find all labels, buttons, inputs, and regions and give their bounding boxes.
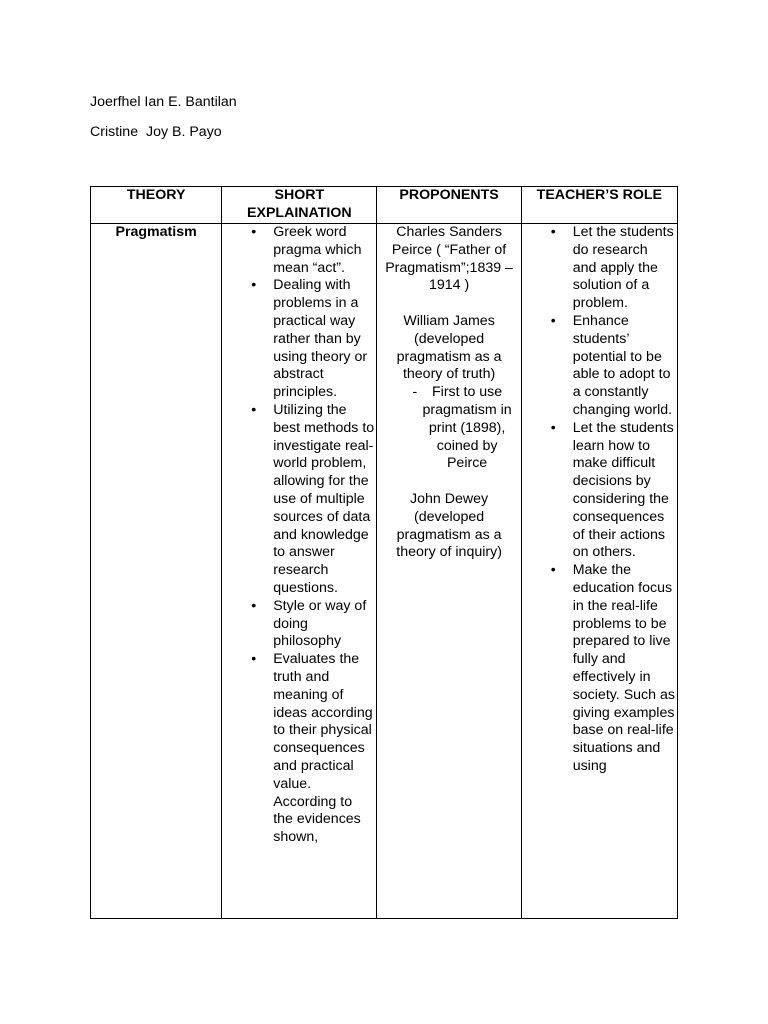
explanation-list <box>222 224 376 847</box>
list-item: • Make the education focus in the real-life problems to be prepared to live fully and effectively in society. Such as giving examples base on real-life situations and using <box>522 562 677 776</box>
proponent-peirce: Charles Sanders Peirce ( “Father of Pragmatism”;1839 – 1914 ) <box>385 224 513 294</box>
list-item: • Greek word pragma which mean “act”. <box>222 224 376 277</box>
list-item: • Evaluates the truth and meaning of ideas according to their physical consequences and practical value. According to the evidences shown, <box>222 651 376 847</box>
author-name: Joerfhel Ian E. Bantilan <box>90 94 237 110</box>
list-item: • Let the students do research and apply the solution of a problem. <box>522 224 677 313</box>
proponent-james-note <box>377 384 520 473</box>
dash-marker: - <box>412 384 418 401</box>
proponents-cell <box>377 224 521 919</box>
table-row <box>91 224 678 919</box>
list-item: • Enhance students’ potential to be able to adopt to a constantly changing world. <box>522 313 677 420</box>
teacher-role-list <box>522 224 677 776</box>
header-proponents: PROPONENTS <box>377 187 521 224</box>
proponent-dewey: John Dewey (developed pragmatism as a theory of inquiry) <box>396 490 502 561</box>
author-list <box>90 93 237 153</box>
explanation-cell <box>222 224 377 919</box>
theory-table <box>90 186 678 919</box>
teacher-role-cell <box>521 224 677 919</box>
theory-name: Pragmatism <box>91 224 222 919</box>
table-header-row <box>91 187 678 224</box>
list-item: • Style or way of doing philosophy <box>222 598 376 651</box>
proponent-james: William James (developed pragmatism as a theory of truth) <box>396 312 502 383</box>
author-name: Cristine Joy B. Payo <box>90 124 222 140</box>
list-item: • Utilizing the best methods to investigate real-world problem, allowing for the use of multiple sources of data and knowledge to answer research questions. <box>222 402 376 598</box>
header-short-explanation: SHORT EXPLAINATION <box>222 187 377 224</box>
list-item: • Dealing with problems in a practical way rather than by using theory or abstract principles. <box>222 277 376 402</box>
header-teachers-role: TEACHER’S ROLE <box>521 187 677 224</box>
james-note-text: First to use pragmatism in print (1898), coined by Peirce <box>422 384 512 472</box>
header-theory: THEORY <box>91 187 222 224</box>
list-item: • Let the students learn how to make difficult decisions by considering the consequences of their actions on others. <box>522 420 677 562</box>
